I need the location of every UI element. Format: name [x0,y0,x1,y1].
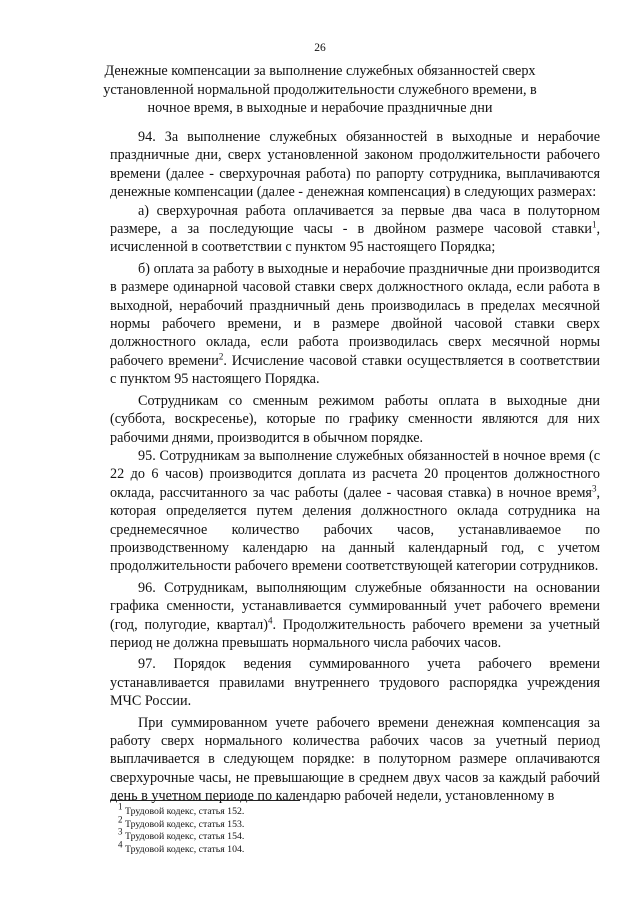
paragraph-summarized-accounting: При суммированном учете рабочего времени денежная компенсация за работу сверх нормального количества рабочих часов за учетный период выплачивается в следующем порядке: в полуторном размере оплачиваются сверхурочные часы, не превышающие в среднем двух часов за каждый рабочий день в учетном периоде по календарю рабочей недели, установленному в [110,714,600,805]
footnote-3: $^3$ Трудовой кодекс, статья 154. [118,826,245,843]
footnote-separator [110,800,300,801]
footnote-ref-4: 4 [267,614,273,625]
paragraph-94-a: а) сверхурочная работа оплачивается за первые два часа в полуторном размере, а за последующие часы - в двойном размере часовой ставки$^1$, исчисленной в соответствии с пунктом 95 настоящего Порядка; [110,202,600,256]
paragraph-94-b: б) оплата за работу в выходные и нерабочие праздничные дни производится в размере одинарной часовой ставки сверх должностного оклада, если работа в выходной, нерабочий праздничный день производилась в пределах месячной нормы рабочего времени, и в размере двойной часовой ставки сверх должностного оклада, если работа производилась сверх месячной нормы рабочего времени$^2$. Исчисление часовой ставки осуществляется в соответствии с пунктом 95 настоящего Порядка. [110,260,600,388]
footnotes [118,801,418,856]
footnote-ref-2: 2 [218,351,224,362]
document-title: Денежные компенсации за выполнение служебных обязанностей сверх установленной нормальной продолжительности служебного времени, в ночное время, в выходные и нерабочие праздничные дни [103,63,537,116]
paragraph-shift-regime: Сотрудникам со сменным режимом работы оплата в выходные дни (суббота, воскресенье), которые по графику сменности являются для них рабочими днями, производится в обычном порядке. [110,392,600,446]
footnote-1: $^1$ Трудовой кодекс, статья 152. [118,801,245,817]
paragraph-96: 96. Сотрудникам, выполняющим служебные обязанности на основании графика сменности, устанавливается суммированный учет рабочего времени (год, полугодие, квартал)$^4$. Продолжительность рабочего времени за учетный период не должна превышать нормального числа рабочих часов. [110,579,601,651]
footnote-4: $^4$ Трудовой кодекс, статья 104. [118,839,245,855]
footnote-ref-1: 1 [591,219,597,230]
footnote-2: $^2$ Трудовой кодекс, статья 153. [118,814,245,830]
paragraph-97: 97. Порядок ведения суммированного учета рабочего времени устанавливается правилами внутреннего трудового распорядка учреждения МЧС России. [110,656,600,710]
document-body [110,128,600,806]
paragraph-94: 94. За выполнение служебных обязанностей в выходные и нерабочие праздничные дни, сверх установленной законом продолжительности рабочего времени (далее - сверхурочная работа) по рапорту сотрудника, выплачиваются денежные компенсации (далее - денежная компенсация) в следующих размерах: [110,129,600,201]
page-number: 26 [314,42,326,54]
footnote-ref-3: 3 [591,482,597,493]
paragraph-95: 95. Сотрудникам за выполнение служебных обязанностей в ночное время (с 22 до 6 часов) производится доплата из расчета 20 процентов должностного оклада, рассчитанного за час работы (далее - часовая ставка) в ночное время$^3$, которая определяется путем деления должностного оклада сотрудника на среднемесячное количество рабочих часов, устанавливаемое по производственному календарю на данный календарный год, с учетом продолжительности рабочего времени соответствующей категории сотрудников. [110,447,600,575]
